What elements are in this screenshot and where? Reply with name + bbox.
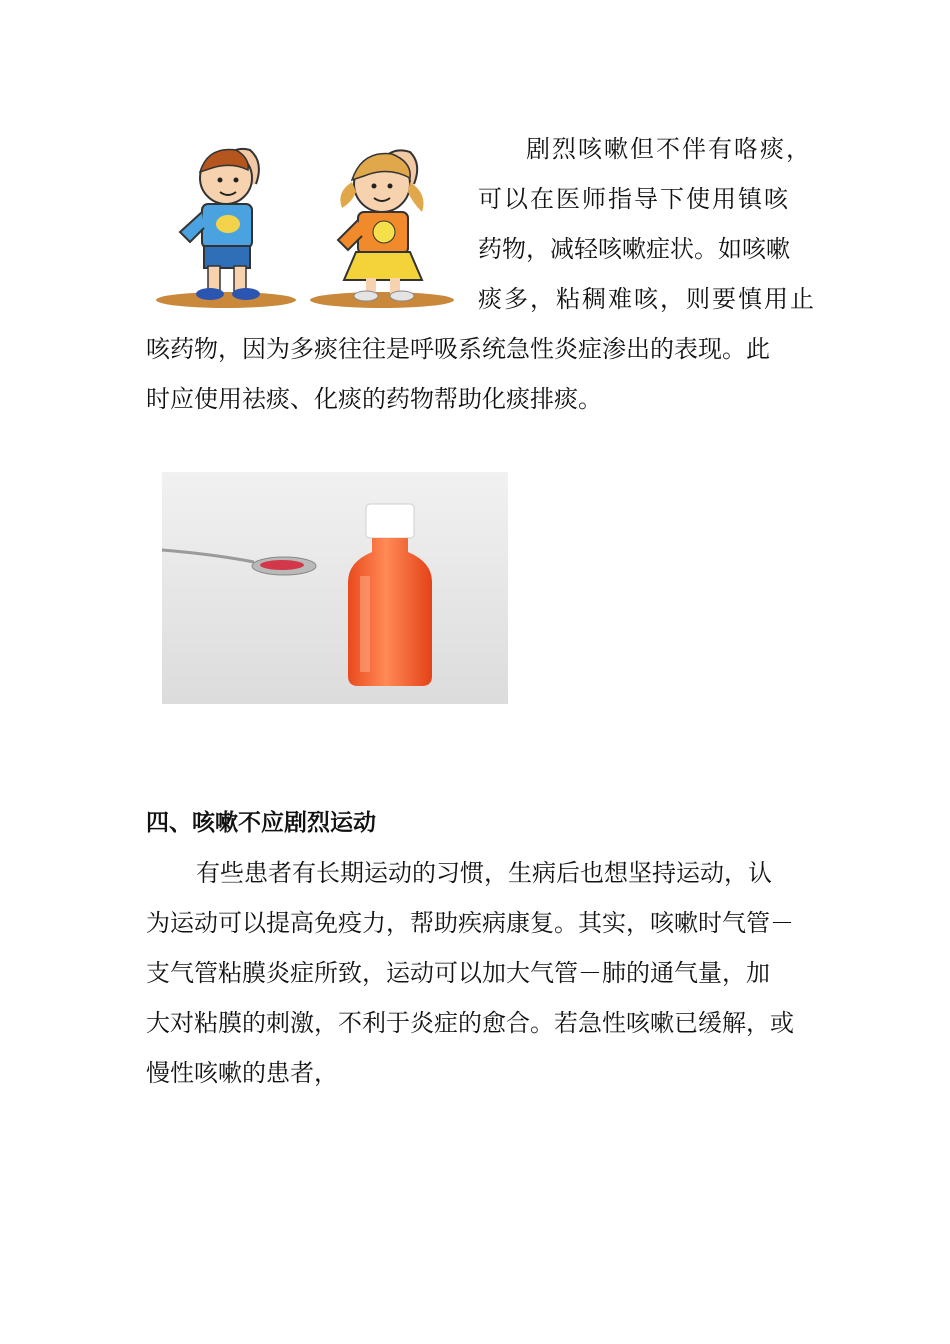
section-line-5: 慢性咳嗽的患者，	[146, 1059, 338, 1087]
cough-syrup-photo	[162, 472, 508, 704]
girl-figure	[338, 150, 424, 301]
intro-line-5: 咳药物，因为多痰往往是呼吸系统急性炎症渗出的表现。此	[146, 335, 770, 363]
intro-line-1: 剧烈咳嗽但不伴有咯痰，	[526, 135, 812, 163]
intro-line-2: 可以在医师指导下使用镇咳	[478, 185, 790, 213]
boy-figure	[180, 149, 260, 300]
section-line-2: 为运动可以提高免疫力，帮助疾病康复。其实，咳嗽时气管－	[146, 909, 794, 937]
intro-line-4: 痰多，粘稠难咳，则要慎用止	[478, 285, 816, 313]
section-line-4: 大对粘膜的刺激，不利于炎症的愈合。若急性咳嗽已缓解，或	[146, 1009, 794, 1037]
children-exercising-illustration	[152, 132, 464, 312]
intro-line-3: 药物，减轻咳嗽症状。如咳嗽	[478, 235, 790, 263]
section-heading: 四、咳嗽不应剧烈运动	[146, 810, 376, 836]
section-line-1: 有些患者有长期运动的习惯，生病后也想坚持运动，认	[196, 859, 772, 887]
intro-line-6: 时应使用祛痰、化痰的药物帮助化痰排痰。	[146, 385, 602, 413]
section-line-3: 支气管粘膜炎症所致，运动可以加大气管－肺的通气量，加	[146, 959, 770, 987]
